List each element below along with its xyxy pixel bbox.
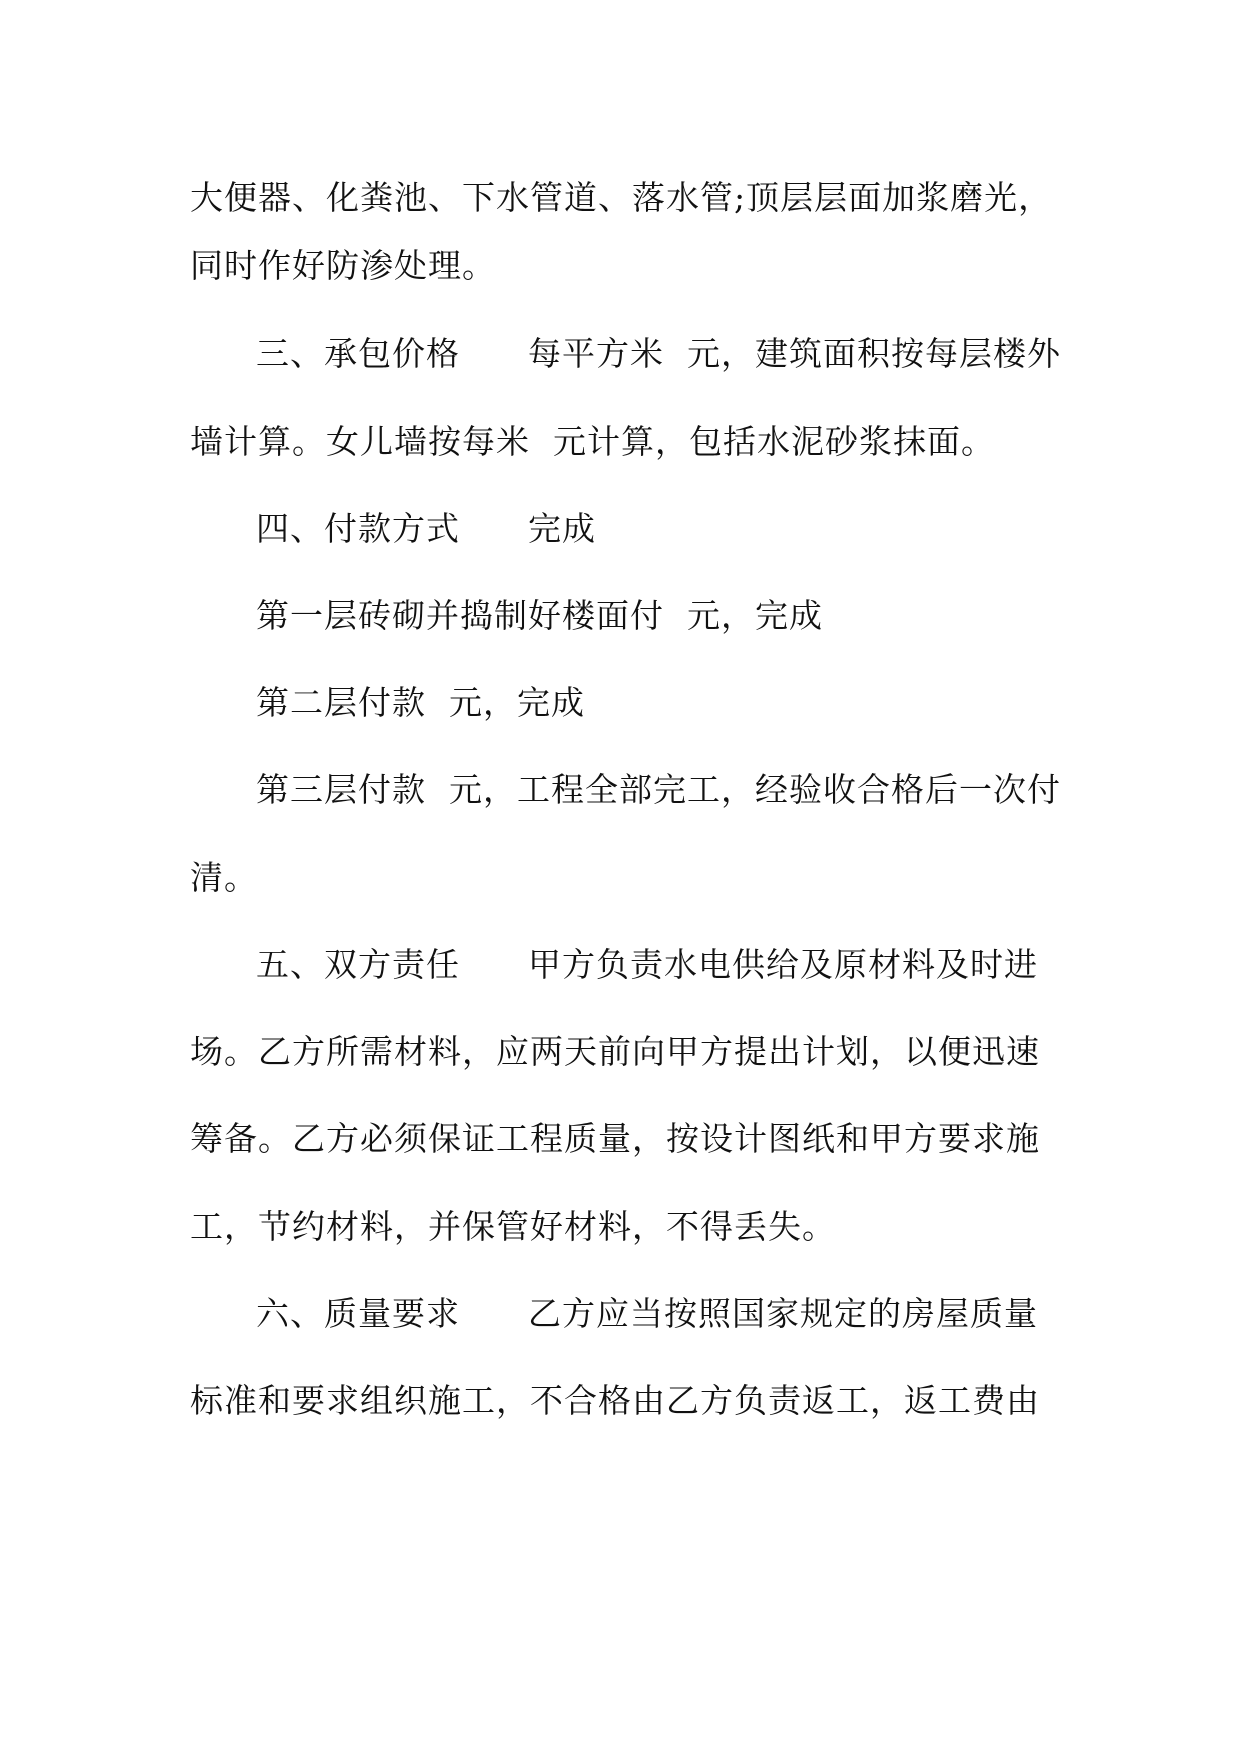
section-heading-payment: 四、付款方式 完成 (256, 509, 596, 548)
text-line: 墙计算。女儿墙按每米 元计算，包括水泥砂浆抹面。 (190, 422, 995, 461)
text-line: 同时作好防渗处理。 (190, 246, 496, 285)
text-line: 第二层付款 元，完成 (256, 683, 585, 722)
text-line: 标准和要求组织施工，不合格由乙方负责返工，返工费由 (190, 1381, 1040, 1420)
text-line: 场。乙方所需材料，应两天前向甲方提出计划，以便迅速 (190, 1032, 1040, 1071)
text-line: 工，节约材料，并保管好材料，不得丢失。 (190, 1207, 836, 1246)
section-heading-price: 三、承包价格 每平方米 元，建筑面积按每层楼外 (256, 334, 1061, 373)
text-line: 第一层砖砌并捣制好楼面付 元，完成 (256, 596, 823, 635)
text-line: 大便器、化粪池、下水管道、落水管;顶层层面加浆磨光， (190, 178, 1053, 217)
text-line: 清。 (190, 858, 258, 897)
text-line: 第三层付款 元，工程全部完工，经验收合格后一次付 (256, 770, 1061, 809)
section-heading-quality: 六、质量要求 乙方应当按照国家规定的房屋质量 (256, 1294, 1038, 1333)
section-heading-responsibilities: 五、双方责任 甲方负责水电供给及原材料及时进 (256, 945, 1038, 984)
text-line: 筹备。乙方必须保证工程质量，按设计图纸和甲方要求施 (190, 1119, 1040, 1158)
